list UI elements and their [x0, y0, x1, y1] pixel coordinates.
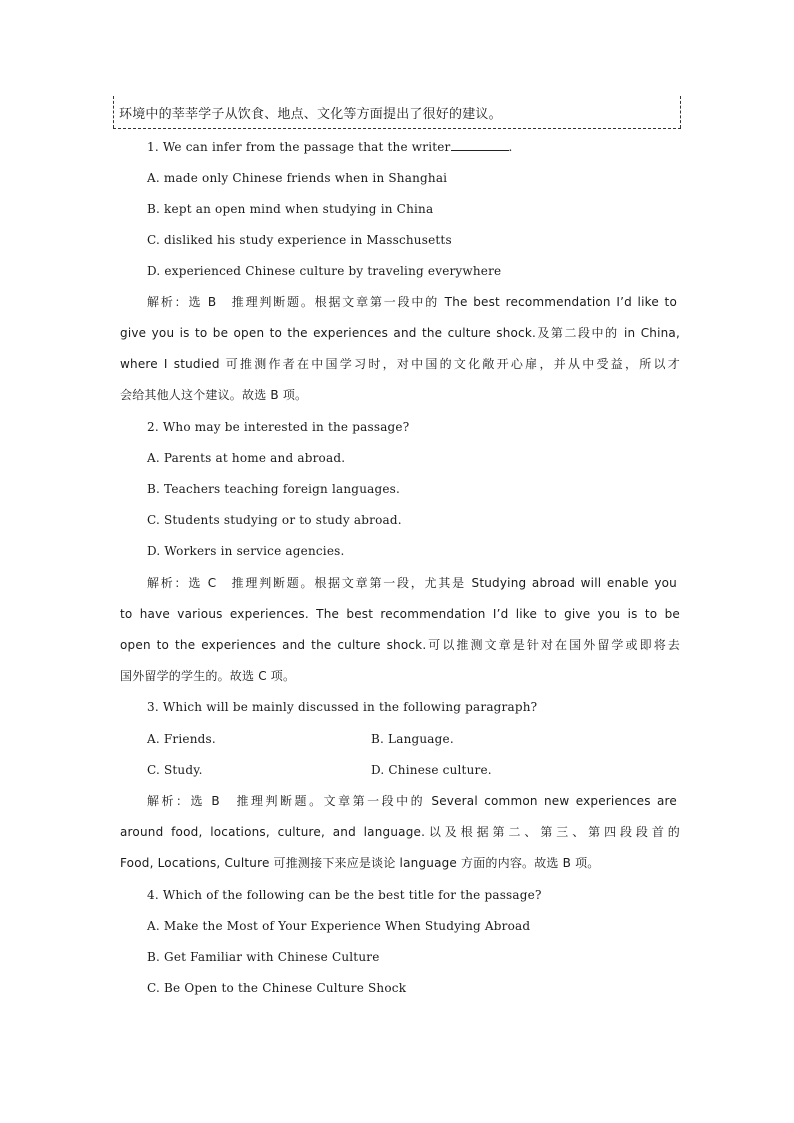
question-3-options-row: [147, 761, 677, 779]
question-2-explanation-line: to have various experiences. The best recommendation I’d like to give you is to be: [120, 607, 680, 621]
answer-blank: [451, 140, 509, 151]
question-3-explanation-line: 解析：选 B 推理判断题。文章第一段中的 Several common new experiences are: [147, 794, 677, 808]
question-1-option-a: A. made only Chinese friends when in Shanghai: [147, 171, 448, 185]
question-1-option-d: D. experienced Chinese culture by traveling everywhere: [147, 264, 502, 278]
question-2-option-b: B. Teachers teaching foreign languages.: [147, 482, 401, 496]
question-3-stem: 3. Which will be mainly discussed in the following paragraph?: [147, 700, 538, 714]
question-2-stem: 2. Who may be interested in the passage?: [147, 420, 410, 434]
question-4-option-b: B. Get Familiar with Chinese Culture: [147, 950, 380, 964]
intro-text: 环境中的莘莘学子从饮食、地点、文化等方面提出了很好的建议。: [119, 107, 502, 122]
question-3-option-d: D. Chinese culture.: [371, 763, 492, 777]
question-2-explanation-line: 解析：选 C 推理判断题。根据文章第一段，尤其是 Studying abroad will enable you: [147, 576, 677, 590]
question-3-explanation-line: around food, locations, culture, and language.以及根据第二、第三、第四段段首的: [120, 825, 680, 839]
question-1-explanation-line: where I studied 可推测作者在中国学习时，对中国的文化敞开心扉，并从中受益，所以才: [120, 357, 680, 371]
question-4-option-c: C. Be Open to the Chinese Culture Shock: [147, 981, 407, 995]
question-2-option-d: D. Workers in service agencies.: [147, 544, 345, 558]
question-1-stem: 1. We can infer from the passage that the writer .: [147, 140, 513, 154]
question-1-option-c: C. disliked his study experience in Masschusetts: [147, 233, 452, 247]
box-left-border: [113, 96, 114, 128]
question-2-option-c: C. Students studying or to study abroad.: [147, 513, 402, 527]
question-4-option-a: A. Make the Most of Your Experience When Studying Abroad: [147, 919, 531, 933]
question-1-explanation-line: 解析：选 B 推理判断题。根据文章第一段中的 The best recommendation I’d like to: [147, 295, 677, 309]
intro-box: [113, 96, 681, 129]
question-3-explanation-line: Food, Locations, Culture 可推测接下来应是谈论 language 方面的内容。故选 B 项。: [120, 856, 600, 870]
question-1-explanation-line: give you is to be open to the experiences and the culture shock.及第二段中的 in China,: [120, 326, 680, 340]
question-1-option-b: B. kept an open mind when studying in China: [147, 202, 434, 216]
question-2-explanation-line: 国外留学的学生的。故选 C 项。: [120, 669, 296, 683]
box-right-border: [680, 96, 681, 128]
question-3-option-c: C. Study.: [147, 763, 203, 777]
question-1-explanation-line: 会给其他人这个建议。故选 B 项。: [120, 388, 308, 402]
question-4-stem: 4. Which of the following can be the best title for the passage?: [147, 888, 542, 902]
question-3-option-b: B. Language.: [371, 732, 454, 746]
question-2-explanation-line: open to the experiences and the culture shock.可以推测文章是针对在国外留学或即将去: [120, 638, 680, 652]
question-3-options-row: [147, 730, 677, 748]
question-2-option-a: A. Parents at home and abroad.: [147, 451, 346, 465]
question-3-option-a: A. Friends.: [147, 732, 216, 746]
